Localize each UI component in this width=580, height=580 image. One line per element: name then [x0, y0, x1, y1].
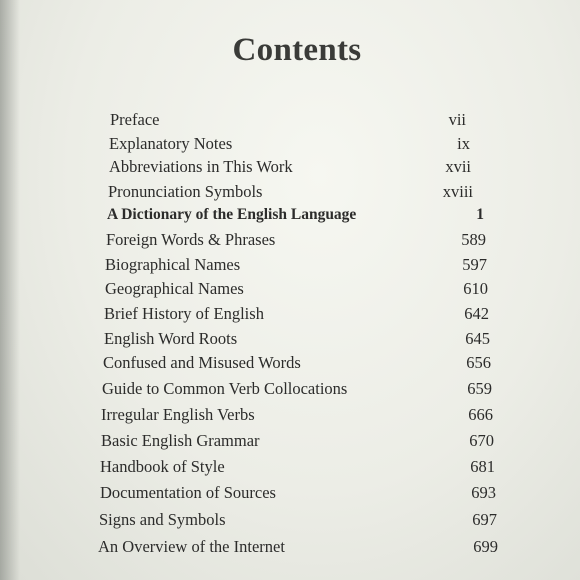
- toc-page-number: 670: [469, 431, 494, 450]
- toc-label: Confused and Misused Words: [103, 353, 301, 372]
- toc-entry-irregular-verbs: [101, 404, 493, 426]
- page-title: Contents: [232, 32, 362, 68]
- toc-label: Irregular English Verbs: [101, 405, 255, 424]
- toc-entry-verb-collocations: [102, 378, 492, 400]
- toc-label: Biographical Names: [105, 255, 241, 274]
- toc-label: Pronunciation Symbols: [108, 182, 263, 201]
- toc-entry-dictionary: [107, 204, 484, 226]
- toc-label: Foreign Words & Phrases: [106, 230, 276, 249]
- toc-page-number: 645: [465, 329, 490, 348]
- toc-page-number: 681: [470, 457, 495, 476]
- toc-label: A Dictionary of the English Language: [107, 206, 357, 223]
- toc-entry-documentation: [100, 482, 496, 504]
- toc-page-number: 1: [476, 206, 484, 223]
- toc-label: Explanatory Notes: [109, 134, 233, 153]
- toc-label: Guide to Common Verb Collocations: [102, 379, 348, 398]
- toc-page-number: 610: [463, 279, 488, 298]
- toc-entry-geographical-names: [105, 278, 488, 300]
- toc-label: Handbook of Style: [100, 457, 225, 476]
- toc-label: Geographical Names: [105, 279, 244, 298]
- toc-entry-internet-overview: [98, 536, 498, 558]
- toc-entry-signs-symbols: [99, 509, 497, 531]
- toc-page-number: 697: [472, 510, 497, 529]
- toc-entry-handbook-of-style: [100, 456, 495, 478]
- toc-label: English Word Roots: [104, 329, 238, 348]
- toc-entry-abbreviations: [109, 156, 471, 178]
- toc-page-number: 693: [471, 483, 496, 502]
- toc-label: Abbreviations in This Work: [109, 157, 293, 176]
- toc-label: Brief History of English: [104, 304, 264, 323]
- toc-page-number: xvii: [445, 157, 471, 176]
- toc-label: Preface: [110, 110, 160, 129]
- toc-entry-basic-grammar: [101, 430, 494, 452]
- toc-page-number: 589: [461, 230, 486, 249]
- toc-label: Basic English Grammar: [101, 431, 260, 450]
- toc-entry-confused-words: [103, 352, 491, 374]
- toc-entry-brief-history: [104, 303, 489, 325]
- toc-page-number: vii: [448, 110, 466, 129]
- toc-entry-foreign-words: [106, 229, 486, 251]
- toc-entry-preface: [110, 109, 466, 131]
- toc-page-number: 699: [473, 537, 498, 556]
- toc-page-number: 597: [462, 255, 487, 274]
- toc-entry-explanatory-notes: [109, 133, 468, 155]
- toc-label: An Overview of the Internet: [98, 537, 285, 556]
- toc-entry-pronunciation-symbols: [108, 181, 473, 203]
- toc-page-number: 656: [466, 353, 491, 372]
- toc-page-number: 659: [467, 379, 492, 398]
- toc-entry-biographical-names: [105, 254, 487, 276]
- toc-page-number: 642: [464, 304, 489, 323]
- toc-page-number: ix: [457, 134, 470, 153]
- toc-label: Documentation of Sources: [100, 483, 276, 502]
- toc-page-number: xviii: [442, 182, 473, 201]
- toc-entry-word-roots: [104, 328, 490, 350]
- toc-page-number: 666: [468, 405, 493, 424]
- toc-label: Signs and Symbols: [99, 510, 226, 529]
